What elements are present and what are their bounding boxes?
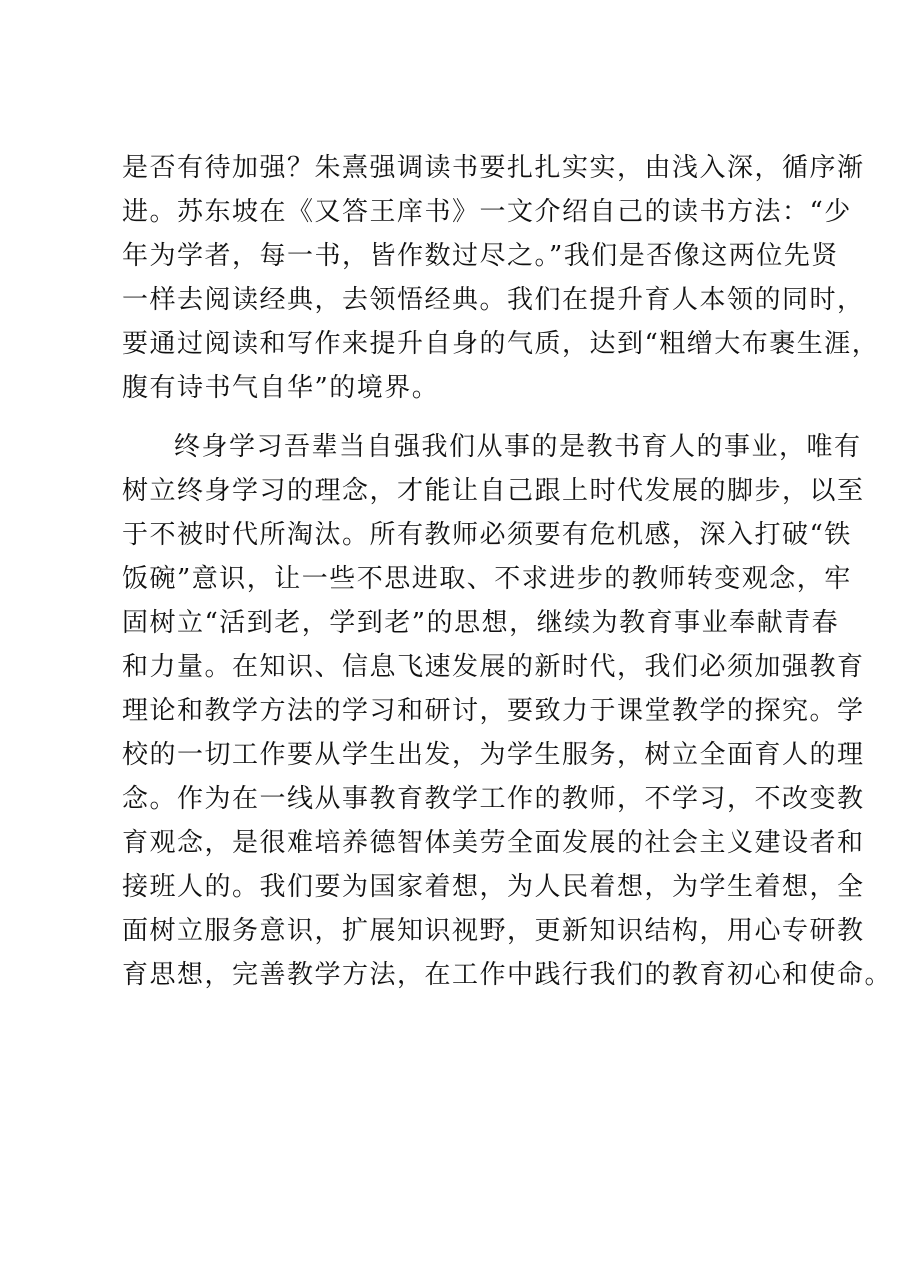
paragraph-2 <box>122 425 893 997</box>
paragraph-1 <box>122 146 880 410</box>
text-line: 腹有诗书气自华”的境界。 <box>122 373 440 403</box>
text-line: 是否有待加强？朱熹强调读书要扎扎实实，由浅入深，循序渐 <box>122 153 865 183</box>
text-line: 树立终身学习的理念，才能让自己跟上时代发展的脚步，以至 <box>122 476 865 506</box>
text-line: 一样去阅读经典，去领悟经典。我们在提升育人本领的同时， <box>122 285 865 315</box>
text-line: 育思想，完善教学方法，在工作中践行我们的教育初心和使命。 <box>122 960 893 990</box>
text-line: 念。作为在一线从事教育教学工作的教师，不学习，不改变教 <box>122 784 865 814</box>
text-line: 于不被时代所淘汰。所有教师必须要有危机感，深入打破“铁 <box>122 520 852 550</box>
text-line: 接班人的。我们要为国家着想，为人民着想，为学生着想，全 <box>122 872 865 902</box>
text-line: 固树立“活到老，学到老”的思想，继续为教育事业奉献青春 <box>122 608 840 638</box>
document-body <box>122 146 893 997</box>
text-line: 面树立服务意识，扩展知识视野，更新知识结构，用心专研教 <box>122 916 865 946</box>
text-line: 和力量。在知识、信息飞速发展的新时代，我们必须加强教育 <box>122 652 865 682</box>
text-line: 育观念，是很难培养德智体美劳全面发展的社会主义建设者和 <box>122 828 865 858</box>
text-line: 理论和教学方法的学习和研讨，要致力于课堂教学的探究。学 <box>122 696 865 726</box>
text-line: 校的一切工作要从学生出发，为学生服务，树立全面育人的理 <box>122 740 865 770</box>
text-line: 年为学者，每一书，皆作数过尽之。”我们是否像这两位先贤 <box>122 241 839 271</box>
text-line: 要通过阅读和写作来提升自身的气质，达到“粗缯大布裹生涯， <box>122 329 880 359</box>
text-line: 进。苏东坡在《又答王庠书》一文介绍自己的读书方法：“少 <box>122 197 852 227</box>
text-line: 饭碗”意识，让一些不思进取、不求进步的教师转变观念，牢 <box>122 564 852 594</box>
text-line: 终身学习吾辈当自强我们从事的是教书育人的事业，唯有 <box>174 432 862 462</box>
